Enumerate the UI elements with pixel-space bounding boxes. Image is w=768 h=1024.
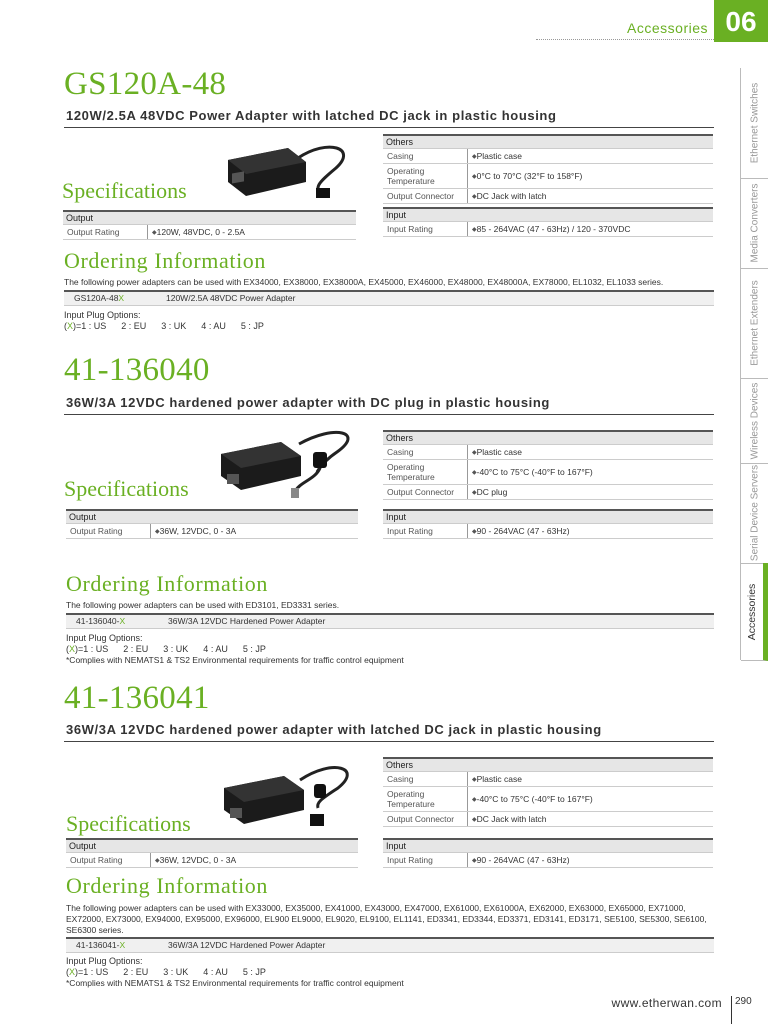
output-table: Output Output Rating ◆ 36W, 12VDC, 0 - 3A — [66, 838, 358, 868]
ordering-heading: Ordering Information — [66, 571, 268, 596]
specifications-heading: Specifications — [62, 178, 187, 203]
order-row: GS120A-48X 120W/2.5A 48VDC Power Adapter — [64, 290, 714, 306]
tab-media-converters[interactable]: Media Converters — [741, 178, 768, 269]
others-header: Others — [383, 758, 713, 772]
power-adapter-image — [218, 138, 358, 208]
input-table: Input Input Rating ◆ 90 - 264VAC (47 - 63Hz) — [383, 509, 713, 539]
product-title: 41-136040 — [64, 352, 210, 388]
compliance-note: *Complies with NEMATS1 & TS2 Environmental requirements for traffic control equipment — [66, 655, 404, 665]
product-divider — [64, 127, 714, 128]
ordering-description: The following power adapters can be used with EX33000, EX35000, EX41000, EX43000, EX47000, EX61000, EX61000A, EX62000, EX63000, EX65000, EX71000, EX72000, EX73000, EX94000, EX95000, EX96000, EL900 EL9000, EL9020, EL9100, EL1141, ED3341, ED3344, ED3371, ED3141, ED3171, SE5100, SE5300, SE6100, SE6300 series. — [66, 903, 707, 935]
plug-options: Input Plug Options: (X)=1 : US 2 : EU 3 : UK 4 : AU 5 : JP *Complies with NEMATS1 & TS2 Environmental requirements for traffic control equipment — [66, 633, 404, 665]
input-header: Input — [383, 510, 713, 524]
tab-serial-device-servers[interactable]: Serial Device Servers — [741, 463, 768, 564]
product-subtitle: 36W/3A 12VDC hardened power adapter with latched DC jack in plastic housing — [66, 722, 602, 737]
ordering-description: The following power adapters can be used with EX34000, EX38000, EX38000A, EX45000, EX46000, EX48000, EX48000A, EX78000, EL1032, EL1033 series. — [64, 277, 664, 287]
ordering-description: The following power adapters can be used with ED3101, ED3331 series. — [66, 600, 340, 610]
side-tabs — [740, 68, 768, 660]
input-table: Input Input Rating ◆ 85 - 264VAC (47 - 63Hz) / 120 - 370VDC — [383, 207, 713, 237]
plug-options: Input Plug Options: (X)=1 : US 2 : EU 3 : UK 4 : AU 5 : JP — [64, 310, 264, 331]
ordering-heading: Ordering Information — [66, 873, 268, 898]
product-subtitle: 36W/3A 12VDC hardened power adapter with DC plug in plastic housing — [66, 395, 550, 410]
tab-ethernet-extenders[interactable]: Ethernet Extenders — [741, 268, 768, 379]
others-table: Others Casing ◆ Plastic case Operating Temperature ◆ -40°C to 75°C (-40°F to 167°F) Output Connector ◆ DC Jack with latch — [383, 757, 713, 827]
plug-options: Input Plug Options: (X)=1 : US 2 : EU 3 : UK 4 : AU 5 : JP *Complies with NEMATS1 & TS2 Environmental requirements for traffic control equipment — [66, 956, 404, 988]
output-header: Output — [66, 510, 358, 524]
product-title: GS120A-48 — [64, 66, 227, 102]
input-header: Input — [383, 208, 713, 222]
others-table: Others Casing ◆ Plastic case Operating Temperature ◆ 0°C to 70°C (32°F to 158°F) Output Connector ◆ DC Jack with latch — [383, 134, 713, 204]
order-row: 41-136041-X 36W/3A 12VDC Hardened Power Adapter — [66, 937, 714, 953]
specifications-heading: Specifications — [66, 811, 191, 836]
product-subtitle: 120W/2.5A 48VDC Power Adapter with latched DC jack in plastic housing — [66, 108, 557, 123]
tab-wireless-devices[interactable]: Wireless Devices — [741, 378, 768, 464]
ordering-heading: Ordering Information — [64, 248, 266, 273]
others-header: Others — [383, 135, 713, 149]
power-adapter-image — [218, 758, 363, 834]
output-table: Output Output Rating ◆ 120W, 48VDC, 0 - 2.5A — [63, 210, 356, 240]
page-number: 290 — [731, 996, 752, 1024]
product-title: 41-136041 — [64, 680, 210, 716]
header-divider — [536, 39, 714, 40]
product-divider — [64, 414, 714, 415]
others-table: Others Casing ◆ Plastic case Operating Temperature ◆ -40°C to 75°C (-40°F to 167°F) Output Connector ◆ DC plug — [383, 430, 713, 500]
power-adapter-image — [215, 422, 365, 502]
compliance-note: *Complies with NEMATS1 & TS2 Environmental requirements for traffic control equipment — [66, 978, 404, 988]
others-header: Others — [383, 431, 713, 445]
output-header: Output — [66, 839, 358, 853]
section-number: 06 — [714, 0, 768, 42]
output-header: Output — [63, 211, 356, 225]
input-header: Input — [383, 839, 713, 853]
input-table: Input Input Rating ◆ 90 - 264VAC (47 - 63Hz) — [383, 838, 713, 868]
tab-ethernet-switches[interactable]: Ethernet Switches — [741, 68, 768, 179]
order-row: 41-136040-X 36W/3A 12VDC Hardened Power Adapter — [66, 613, 714, 629]
specifications-heading: Specifications — [64, 476, 189, 501]
section-label: Accessories — [627, 20, 708, 36]
tab-accessories[interactable]: Accessories — [741, 563, 768, 661]
output-table: Output Output Rating ◆ 36W, 12VDC, 0 - 3A — [66, 509, 358, 539]
website-link[interactable]: www.etherwan.com — [611, 996, 722, 1010]
product-divider — [64, 741, 714, 742]
